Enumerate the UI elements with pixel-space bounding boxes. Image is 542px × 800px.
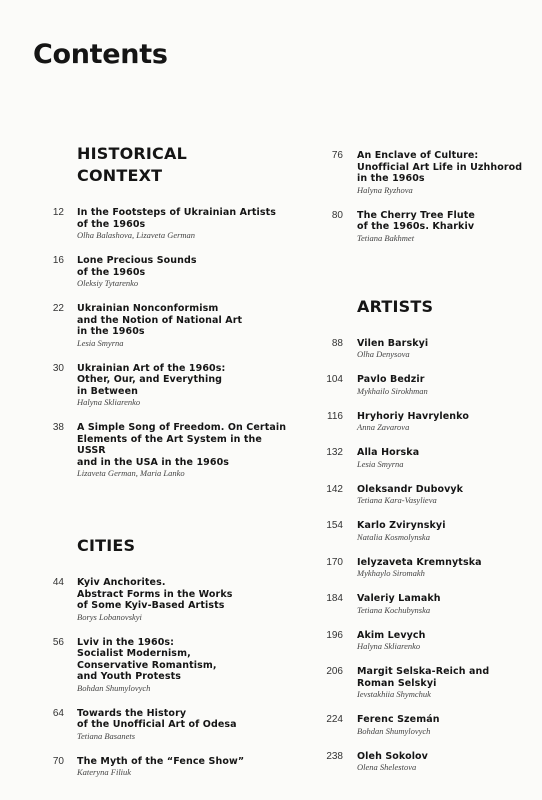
entry-author: Bohdan Shumylovych xyxy=(77,682,151,693)
entry-author: Mykhaylo Siromakh xyxy=(357,568,425,578)
entry-author: Tetiana Kochubynska xyxy=(357,604,431,615)
toc-entry[interactable] xyxy=(290,714,540,737)
toc-column-left xyxy=(0,143,290,792)
page-number: 206 xyxy=(326,666,343,677)
page-number: 38 xyxy=(52,422,64,433)
toc-entry[interactable] xyxy=(0,422,290,479)
toc-entry[interactable] xyxy=(290,593,540,616)
entry-title: Karlo Zvirynskyi xyxy=(357,520,446,531)
entry-title: Oleh Sokolov xyxy=(357,750,428,762)
entry-author: Tetiana Basanets xyxy=(77,730,136,741)
entry-title: Ukrainian Nonconformism and the Notion of National Art in the 1960s xyxy=(77,303,243,337)
entry-title: Alla Horska xyxy=(357,447,420,458)
entry-author: Lesia Smyrna xyxy=(357,458,404,469)
entry-author: Anna Zavarova xyxy=(357,422,410,432)
toc-entry[interactable] xyxy=(0,255,290,289)
entry-title: Lviv in the 1960s: Socialist Modernism, Conservative Romantism, and Youth Protests xyxy=(77,636,217,682)
entry-title: Akim Levych xyxy=(357,629,426,641)
entry-title: The Cherry Tree Flute of the 1960s. Kharkiv xyxy=(357,209,475,232)
entry-title: Margit Selska-Reich and Roman Selskyi xyxy=(357,666,490,689)
entry-author: Borys Lobanovskyi xyxy=(77,611,142,622)
section-heading-cities: CITIES xyxy=(77,536,136,555)
toc-entry[interactable] xyxy=(0,756,290,779)
page-number: 116 xyxy=(327,410,343,422)
page-number: 76 xyxy=(331,150,343,161)
entry-title: The Myth of the “Fence Show” xyxy=(77,755,245,767)
page-number: 184 xyxy=(326,593,343,604)
page-number: 224 xyxy=(326,714,343,725)
entry-author: Olena Shelestova xyxy=(357,762,417,772)
toc-entry[interactable] xyxy=(290,751,540,774)
page-number: 56 xyxy=(52,636,64,648)
page-number: 196 xyxy=(326,629,343,641)
toc-column-right xyxy=(290,150,540,787)
entry-title: Pavlo Bedzir xyxy=(357,374,425,385)
toc-entry[interactable] xyxy=(0,577,290,623)
page-number: 80 xyxy=(331,209,343,221)
toc-entry[interactable] xyxy=(290,447,540,470)
entry-author: Mykhailo Sirokhman xyxy=(357,385,428,396)
toc-entry[interactable] xyxy=(290,338,540,361)
page-number: 88 xyxy=(331,337,343,349)
page-title: Contents xyxy=(33,39,168,70)
toc-entry[interactable] xyxy=(0,708,290,742)
entry-title: Ielyzaveta Kremnytska xyxy=(357,556,482,568)
entry-author: Bohdan Shumylovych xyxy=(357,725,431,736)
page-number: 12 xyxy=(52,207,64,218)
entry-title: Ukrainian Art of the 1960s: Other, Our, and Everything in Between xyxy=(77,362,226,397)
entry-title: Hryhoriy Havrylenko xyxy=(357,410,469,422)
entry-author: Halyna Skliarenko xyxy=(77,397,141,407)
entry-title: An Enclave of Culture: Unofficial Art Life in Uzhhorod in the 1960s xyxy=(357,150,523,184)
entry-author: Halyna Ryzhova xyxy=(357,184,413,195)
page-number: 142 xyxy=(326,483,343,495)
entry-title: In the Footsteps of Ukrainian Artists of the 1960s xyxy=(77,207,276,230)
toc-entry[interactable] xyxy=(290,557,540,580)
entry-author: Olha Denysova xyxy=(357,349,410,359)
entry-title: Lone Precious Sounds of the 1960s xyxy=(77,255,197,278)
toc-entry[interactable] xyxy=(290,520,540,543)
entry-author: Halyna Skliarenko xyxy=(357,641,421,651)
entry-author: Lizaveta German, Maria Lanko xyxy=(77,468,185,478)
page-number: 22 xyxy=(52,303,64,314)
entry-title: A Simple Song of Freedom. On Certain Elements of the Art System in the USSR and in the USA in the 1960s xyxy=(77,422,287,468)
entry-author: Olha Balashova, Lizaveta German xyxy=(77,230,196,240)
toc-entry[interactable] xyxy=(0,207,290,241)
entry-author: Ievstakhiia Shymchuk xyxy=(357,689,431,699)
toc-entry[interactable] xyxy=(290,411,540,434)
toc-entry[interactable] xyxy=(0,303,290,349)
page-number: 104 xyxy=(326,374,343,385)
toc-entry[interactable] xyxy=(290,210,540,244)
page-number: 64 xyxy=(52,707,64,719)
section-heading-historical-context: HISTORICAL CONTEXT xyxy=(77,144,187,185)
page-number: 132 xyxy=(326,447,343,458)
toc-entry[interactable] xyxy=(290,630,540,653)
entry-author: Natalia Kosmolynska xyxy=(357,531,430,542)
page-number: 16 xyxy=(52,255,64,266)
entry-author: Tetiana Bakhmet xyxy=(357,232,415,243)
entry-title: Kyiv Anchorites. Abstract Forms in the Works of Some Kyiv-Based Artists xyxy=(77,577,233,611)
entry-title: Vilen Barskyi xyxy=(357,337,429,349)
entry-title: Oleksandr Dubovyk xyxy=(357,483,464,495)
entry-author: Lesia Smyrna xyxy=(77,337,124,348)
entry-author: Oleksiy Tytarenko xyxy=(77,278,139,288)
toc-entry[interactable] xyxy=(290,150,540,196)
page-number: 238 xyxy=(326,750,343,762)
entry-title: Ferenc Szemán xyxy=(357,714,440,725)
entry-title: Towards the History of the Unofficial Art of Odesa xyxy=(77,707,237,730)
toc-entry[interactable] xyxy=(0,363,290,409)
page-number: 44 xyxy=(52,577,64,588)
toc-entry[interactable] xyxy=(290,374,540,397)
entry-author: Kateryna Filiuk xyxy=(77,767,132,777)
entry-title: Valeriy Lamakh xyxy=(357,593,441,604)
toc-entry[interactable] xyxy=(290,666,540,700)
page-number: 154 xyxy=(326,520,343,531)
toc-entry[interactable] xyxy=(290,484,540,507)
page-number: 170 xyxy=(326,556,343,568)
section-heading-artists: ARTISTS xyxy=(357,296,434,316)
entry-author: Tetiana Kara-Vasylieva xyxy=(357,495,437,505)
page-number: 70 xyxy=(52,755,64,767)
page-number: 30 xyxy=(52,362,64,374)
toc-entry[interactable] xyxy=(0,637,290,694)
